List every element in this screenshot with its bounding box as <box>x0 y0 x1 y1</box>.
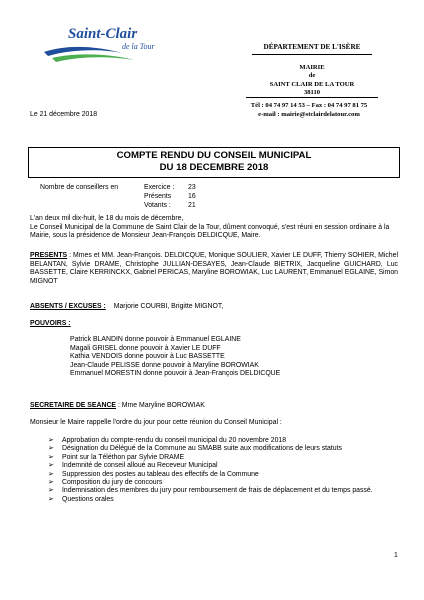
agenda-text: Composition du jury de concours <box>62 479 163 487</box>
count-value: 16 <box>188 193 196 200</box>
agenda-intro: Monsieur le Maire rappelle l'ordre du jour pour cette réunion du Conseil Municipal : <box>30 419 282 426</box>
count-row <box>40 184 340 193</box>
pouvoir-item: Kathia VENDOIS donne pouvoir à Luc BASSETTE <box>70 353 225 361</box>
councillor-counts <box>40 184 340 211</box>
agenda-item <box>48 487 398 495</box>
presents-paragraph <box>30 252 398 286</box>
agenda-text: Désignation du Délégué de la Commune au SMABB suite aux modifications de leurs statuts <box>62 445 342 453</box>
agenda-item <box>48 437 398 445</box>
agenda-item <box>48 462 398 470</box>
agenda-item <box>48 445 398 453</box>
arrow-bullet-icon: ➢ <box>48 445 54 453</box>
arrow-bullet-icon: ➢ <box>48 462 54 470</box>
arrow-bullet-icon: ➢ <box>48 479 54 487</box>
count-label: Exercice : <box>144 184 175 191</box>
header-rule-2 <box>246 97 378 98</box>
agenda-item <box>48 496 398 504</box>
pouvoirs-heading: POUVOIRS : <box>30 320 71 327</box>
pouvoirs-list <box>70 336 400 379</box>
secretaire-paragraph <box>30 402 398 411</box>
arrow-bullet-icon: ➢ <box>48 470 54 478</box>
count-value: 21 <box>188 202 196 209</box>
counts-label: Nombre de conseillers en <box>40 184 119 191</box>
intro-line-1: L'an deux mil dix-huit, le 18 du mois de décembre, <box>30 215 184 222</box>
arrow-bullet-icon: ➢ <box>48 437 54 444</box>
intro-line-2: Le Conseil Municipal de la Commune de Saint Clair de la Tour, dûment convoqué, s'est réuni en session ordinaire à la Mairie, sous la présidence de Monsieur Jean-François DELDICQUE, Maire. <box>30 223 390 240</box>
agenda-text: Indemnisation des membres du jury pour remboursement de frais de déplacement et du temps passé. <box>62 487 373 495</box>
pouvoir-item: Emmanuel MORESTIN donne pouvoir à Jean-François DELDICQUE <box>70 370 281 378</box>
page-number: 1 <box>394 552 398 559</box>
count-value: 23 <box>188 184 196 191</box>
title-box <box>28 147 400 178</box>
presents-list: : Mmes et MM. Jean-François. DELDICQUE, Monique SOULIER, Xavier LE DUFF, Thierry SOHIER, Michel BELANTAN, Sylvie DRAME, Christophe JULLIAN-DESAYES, Jean-Claude BIETRIX, Jacqueline GUICHARD, Luc BASSETTE, Claire KERRINCKX, Gabriel PERICAS, Maryline BOROWIAK, Luc LAURENT, Emmanuel EGLAINE, Simon MIGNOT <box>30 252 398 285</box>
pouvoir-item: Patrick BLANDIN donne pouvoir à Emmanuel EGLAINE <box>70 336 241 343</box>
agenda-item <box>48 454 398 462</box>
count-row <box>40 202 340 211</box>
document-date: Le 21 décembre 2018 <box>30 111 98 118</box>
agenda-text: Questions orales <box>62 495 114 503</box>
de-label: de <box>308 72 316 80</box>
count-label: Présents <box>144 193 172 200</box>
mairie-label: MAIRIE <box>299 64 325 71</box>
agenda-item <box>48 471 398 479</box>
email: e-mail : mairie@stclairdelatour.com <box>258 111 360 118</box>
pouvoir-item: Jean-Claude PELISSE donne pouvoir à Maryline BOROWIAK <box>70 361 259 369</box>
logo-sub: de la Tour <box>122 42 155 51</box>
postcode: 38110 <box>303 89 321 97</box>
logo-name: Saint-Clair <box>68 26 138 42</box>
count-row <box>40 193 340 202</box>
title-line-1: COMPTE RENDU DU CONSEIL MUNICIPAL <box>116 150 312 161</box>
absents-paragraph <box>30 303 398 312</box>
agenda-text: Point sur la Téléthon par Sylvie DRAME <box>62 453 185 461</box>
absents-heading: ABSENTS / EXCUSES : <box>30 303 106 310</box>
agenda-item <box>48 479 398 487</box>
arrow-bullet-icon: ➢ <box>48 495 54 503</box>
contact-block <box>246 101 372 119</box>
agenda-text: Indemnité de conseil alloué au Receveur Municipal <box>62 462 218 470</box>
agenda-list <box>48 437 398 504</box>
mairie-block <box>246 64 378 98</box>
phone-fax: Tél : 04 74 97 14 53 – Fax : 04 74 97 81 75 <box>250 102 368 109</box>
header-rule <box>252 54 372 55</box>
secretaire-heading: SECRETAIRE DE SEANCE <box>30 402 117 409</box>
agenda-text: Suppression des postes au tableau des effectifs de la Commune <box>62 470 259 478</box>
presents-heading: PRESENTS <box>30 252 68 259</box>
agenda-text: Approbation du compte-rendu du conseil municipal du 20 novembre 2018 <box>62 437 287 444</box>
pouvoir-item: Magali GRISEL donne pouvoir à Xavier LE DUFF <box>70 344 221 352</box>
arrow-bullet-icon: ➢ <box>48 487 54 495</box>
intro-paragraph <box>30 215 398 241</box>
commune-name: SAINT CLAIR DE LA TOUR <box>269 80 355 88</box>
secretaire-name: : Mme Maryline BOROWIAK <box>116 402 205 409</box>
arrow-bullet-icon: ➢ <box>48 453 54 461</box>
saint-clair-logo <box>42 22 162 66</box>
department: DÉPARTEMENT DE L'ISÈRE <box>263 43 361 51</box>
count-label: Votants : <box>144 202 171 209</box>
absents-list: Marjorie COURBI, Brigitte MIGNOT, <box>113 303 224 310</box>
title-line-2: DU 18 DECEMBRE 2018 <box>159 162 269 173</box>
